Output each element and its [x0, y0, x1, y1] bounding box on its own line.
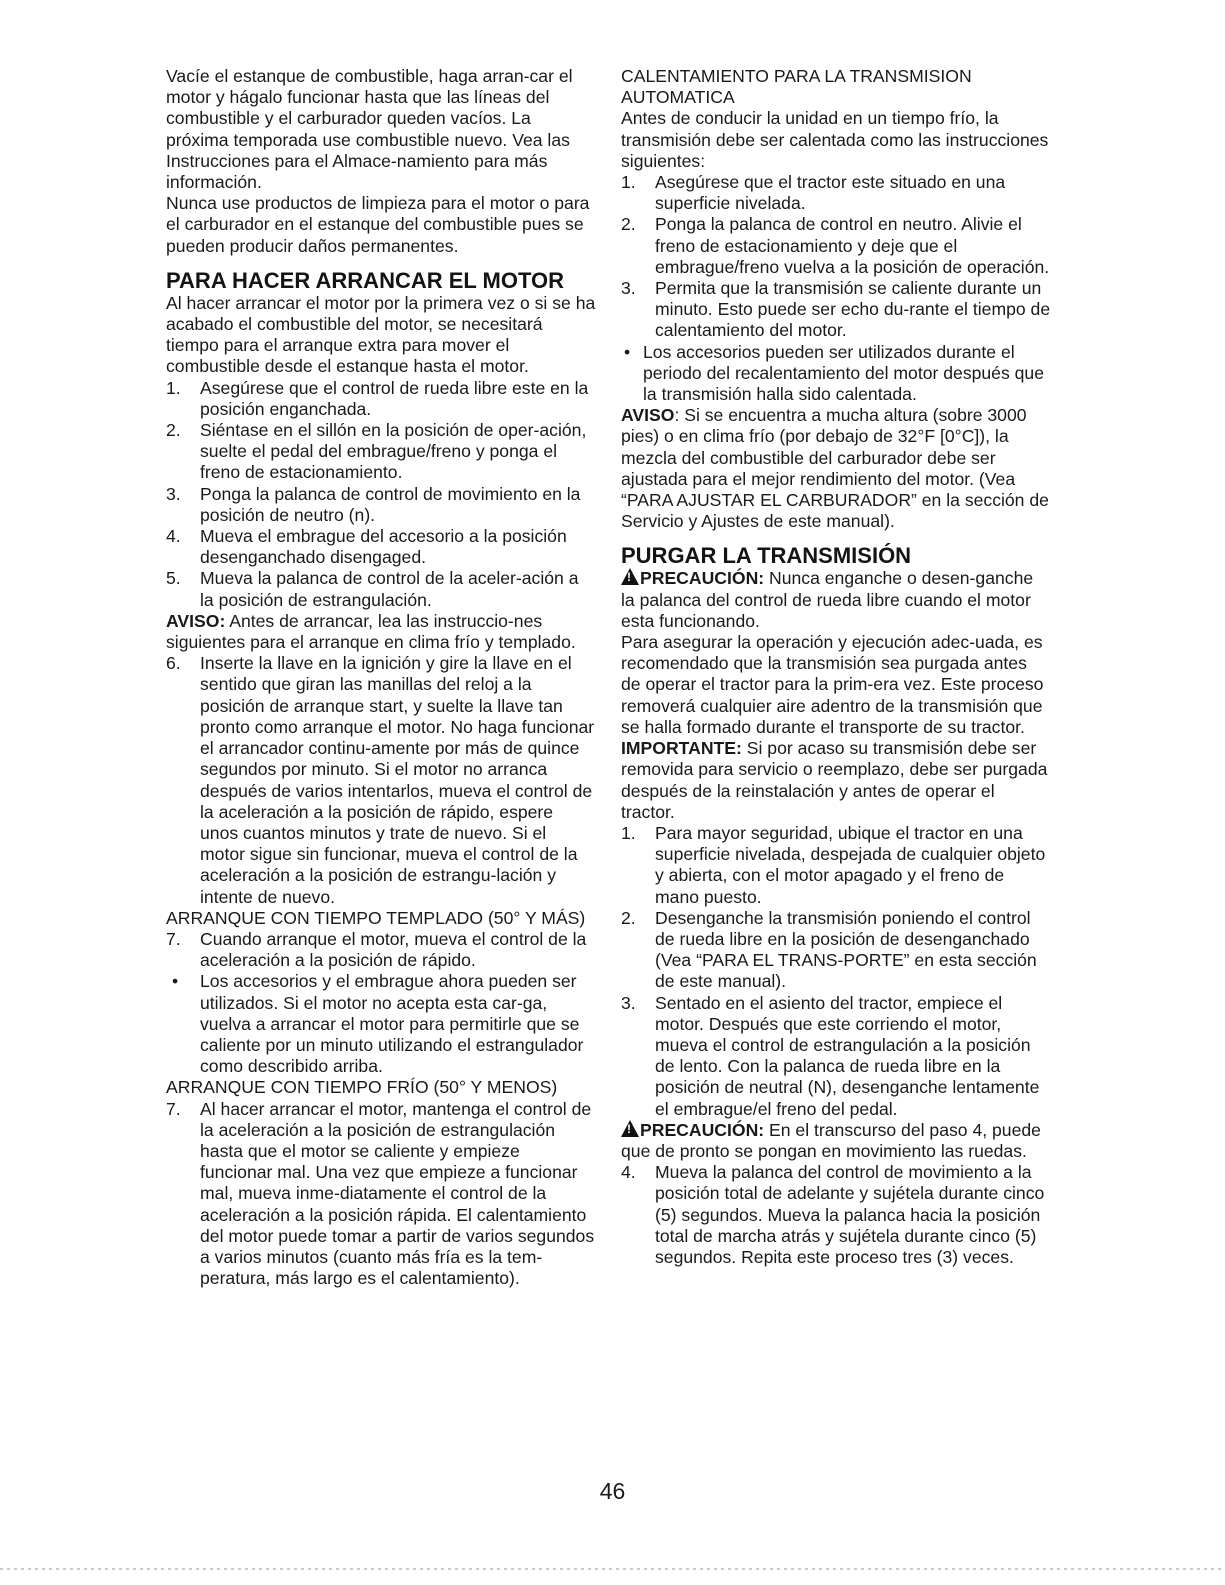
- list-item: 1. Asegúrese que el control de rueda libre este en la posición enganchada.: [166, 377, 589, 419]
- important-note: IMPORTANTE: Si por acaso su transmisión debe ser removida para servicio o reemplazo, debe ser purgada después de la reinstalación y antes de operar el tractor.: [621, 738, 1048, 822]
- list-item: 4. Mueva el embrague del accesorio a la posición desenganchado disengaged.: [166, 526, 567, 568]
- list-item: 6. Inserte la llave en la ignición y gire la llave en el sentido que giran las manillas del reloj a la posición de arranque start, y suelte la llave tan pronto como arranque el motor. No haga funcionar el arrancador continu-amente por más de quince segundos por minuto. Si el motor no arranca después de varios intentarlos, mueva el control de la aceleración a la posición de rápido, espere unos cuantos minutos y trate de nuevo. Si el motor sigue sin funcionar, mueva el control de la aceleración a la posición de estrangu-lación y intente de nuevo.: [166, 653, 595, 907]
- page-number: 46: [599, 1478, 626, 1504]
- aviso-note: AVISO: Si se encuentra a mucha altura (sobre 3000 pies) o en clima frío (por debajo de 32°F [0°C]), la mezcla del combustible del carburador debe ser ajustada para el mejor rendimiento del motor. (Vea “PARA AJUSTAR EL CARBURADOR” en la sección de Servicio y Ajustes de este manual).: [621, 405, 1049, 532]
- right-column: [621, 66, 1051, 1268]
- warmup-paragraph: Antes de conducir la unidad en un tiempo frío, la transmisión debe ser calentada como las instrucciones siguientes:: [621, 108, 1049, 171]
- list-item: 2. Ponga la palanca de control en neutro. Alivie el freno de estacionamiento y deje que el embrague/freno vuelva a la posición de operación.: [621, 214, 1050, 277]
- list-item: 1. Asegúrese que el tractor este situado en una superficie nivelada.: [621, 172, 1006, 214]
- aviso-note: AVISO: Antes de arrancar, lea las instruccio-nes siguientes para el arranque en clima frío y templado.: [166, 610, 576, 653]
- warning-triangle-icon: [621, 568, 639, 585]
- list-item: 3. Sentado en el asiento del tractor, empiece el motor. Después que este corriendo el motor, mueva el control de estrangulación a la posición de lento. Con la palanca de rueda libre en la posición de neutral (N), desenganche lentamente el embrague/el freno del pedal.: [621, 992, 1040, 1119]
- transmission-warmup-heading: CALENTAMIENTO PARA LA TRANSMISION AUTOMATICA: [621, 66, 972, 108]
- aviso-label: AVISO: [621, 405, 675, 426]
- left-column: [166, 66, 596, 1289]
- list-item: 7. Cuando arranque el motor, mueva el control de la aceleración a la posición de rápido.: [166, 928, 587, 971]
- caution-note: !PRECAUCIÓN: En el transcurso del paso 4, puede que de pronto se pongan en movimiento las ruedas.: [621, 1120, 1051, 1162]
- warning-triangle-icon: [621, 1120, 639, 1137]
- list-item: 5. Mueva la palanca de control de la aceler-ación a la posición de estrangulación.: [166, 568, 579, 610]
- caution-label: PRECAUCIÓN:: [640, 568, 765, 589]
- list-item: 4. Mueva la palanca del control de movimiento a la posición total de adelante y sujétela durante cinco (5) segundos. Mueva la palanca hacia la posición total de marcha atrás y sujétela durante cinco (5) segundos. Repita este proceso tres (3) veces.: [621, 1162, 1045, 1267]
- list-item: 3. Permita que la transmisión se caliente durante un minuto. Esto puede ser echo du-rante el tiempo de calentamiento del motor.: [621, 278, 1051, 341]
- bullet-item: • Los accesorios pueden ser utilizados durante el periodo del recalentamiento del motor después que la transmisión halla sido calentada.: [624, 341, 1045, 405]
- start-paragraph: Al hacer arrancar el motor por la primera vez o si se ha acabado el combustible del motor, se necesitará tiempo para el arranque extra para mover el combustible desde el estanque hasta el motor.: [166, 292, 596, 377]
- list-item: 2. Desenganche la transmisión poniendo el control de rueda libre en la posición de desenganchado (Vea “PARA EL TRANS-PORTE” en esta sección de este manual).: [621, 907, 1037, 992]
- caution-note: !PRECAUCIÓN: Nunca enganche o desen-ganche la palanca del control de rueda libre cuando el motor esta funcionando.: [621, 568, 1051, 632]
- list-item: 2. Siéntase en el sillón en la posición de oper-ación, suelte el pedal del embrague/freno y ponga el freno de estacionamiento.: [166, 420, 587, 483]
- section-heading-purge-transmission: PURGAR LA TRANSMISIÓN: [621, 543, 912, 569]
- list-item: 1. Para mayor seguridad, ubique el tractor en una superficie nivelada, despejada de cualquier objeto y abierta, con el motor apagado y el freno de mano puesto.: [621, 822, 1046, 907]
- list-item: 3. Ponga la palanca de control de movimiento en la posición de neutro (n).: [166, 483, 581, 525]
- cold-weather-heading: ARRANQUE CON TIEMPO FRÍO (50° Y MENOS): [166, 1077, 558, 1098]
- warm-weather-heading: ARRANQUE CON TIEMPO TEMPLADO (50° Y MÁS): [166, 907, 586, 928]
- list-item: 7. Al hacer arrancar el motor, mantenga el control de la aceleración a la posición de estrangulación hasta que el motor se caliente y empieze funcionar mal. Una vez que empieze a funcionar mal, mueva inme-diatamente el control de la aceleración a la posición rápida. El calentamiento del motor puede tomar a partir de varios segundos a varios minutos (cuanto más fría es la tem-peratura, más largo es el calentamiento).: [166, 1098, 595, 1289]
- caution-label: PRECAUCIÓN:: [640, 1119, 765, 1140]
- intro-paragraph-2: Nunca use productos de limpieza para el motor o para el carburador en el estanque del combustible pues se pueden producir daños permanentes.: [166, 193, 590, 256]
- bullet-item: • Los accesorios y el embrague ahora pueden ser utilizados. Si el motor no acepta esta car-ga, vuelva a arrancar el motor para permitirle que se caliente por un minuto utilizando el estrangulador como describido arriba.: [172, 971, 584, 1077]
- section-heading-start-engine: PARA HACER ARRANCAR EL MOTOR: [166, 267, 565, 293]
- important-label: IMPORTANTE:: [621, 738, 742, 759]
- purge-paragraph: Para asegurar la operación y ejecución adec-uada, es recomendado que la transmisión sea purgada antes de operar el tractor para la prim-era vez. Este proceso removerá cualquier aire adentro de la transmisión que se halla formado durante el transporte de su tractor.: [621, 632, 1044, 737]
- intro-paragraph: Vacíe el estanque de combustible, haga arran-car el motor y hágalo funcionar hasta que las líneas del combustible y el carburador queden vacíos. La próxima temporada use combustible nuevo. Vea las Instrucciones para el Almace-namiento para más información.: [166, 66, 573, 193]
- aviso-label: AVISO:: [166, 610, 226, 631]
- scan-edge-divider: [0, 1568, 1225, 1570]
